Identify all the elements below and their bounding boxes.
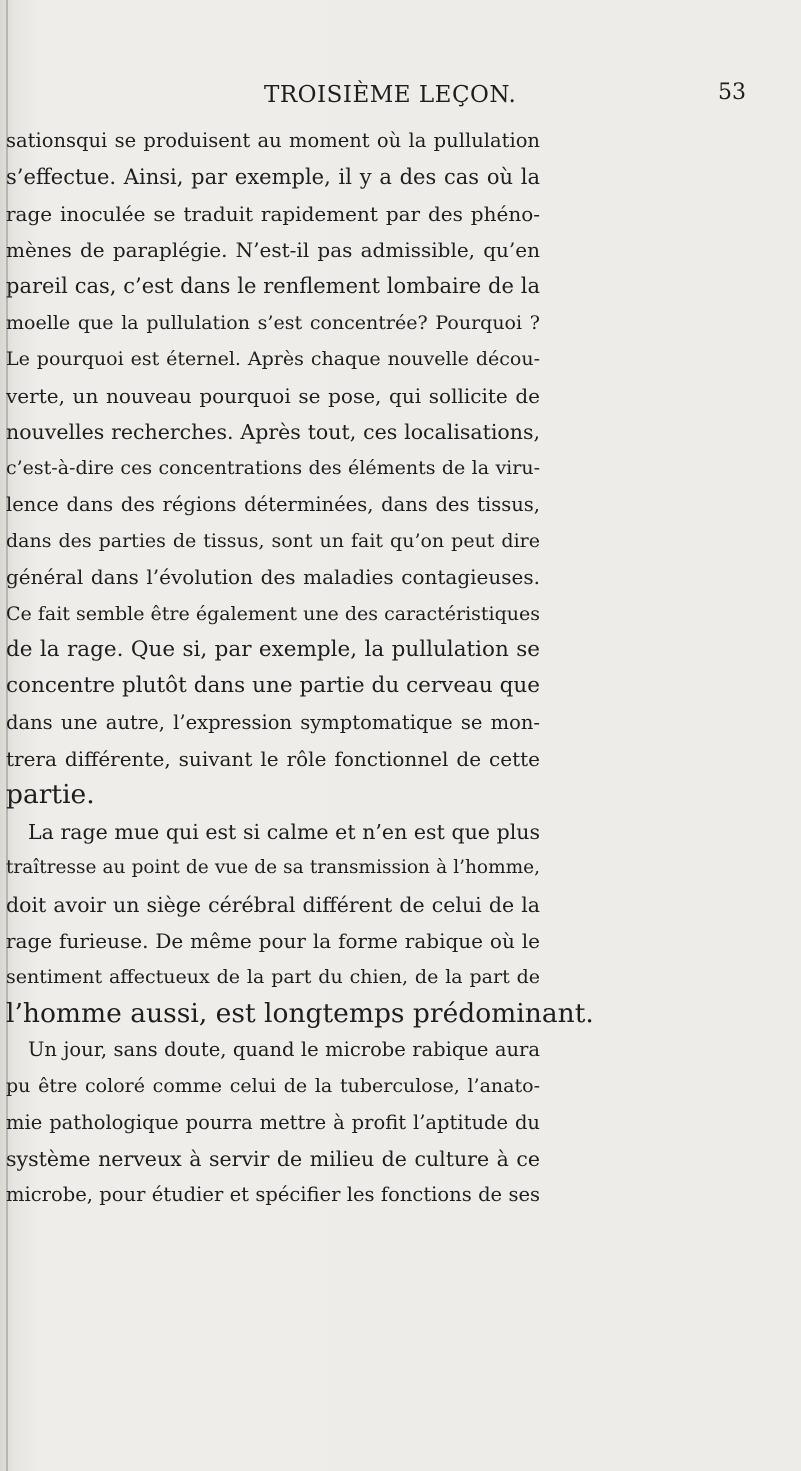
text-line: partie. bbox=[6, 779, 95, 810]
text-line: lence dans des régions déterminées, dans des tissus, bbox=[6, 493, 540, 516]
text-line: Le pourquoi est éternel. Après chaque nouvelle décou- bbox=[6, 348, 540, 370]
text-line: l’homme aussi, est longtemps prédominant. bbox=[6, 998, 594, 1029]
text-line: système nerveux à servir de milieu de culture à ce bbox=[6, 1147, 540, 1171]
text-line: doit avoir un siège cérébral différent de celui de la bbox=[6, 893, 540, 917]
text-line: Un jour, sans doute, quand le microbe rabique aura bbox=[28, 1038, 540, 1061]
text-line: rage furieuse. De même pour la forme rabique où le bbox=[6, 929, 540, 953]
text-line: nouvelles recherches. Après tout, ces localisations, bbox=[6, 420, 540, 444]
text-line: sationsqui se produisent au moment où la pullulation bbox=[6, 129, 540, 152]
text-line: dans une autre, l’expression symptomatique se mon- bbox=[6, 711, 540, 734]
text-line: c’est-à-dire ces concentrations des éléments de la viru- bbox=[6, 457, 540, 479]
text-line: Ce fait semble être également une des caractéristiques bbox=[6, 603, 540, 625]
text-line: trera différente, suivant le rôle fonctionnel de cette bbox=[6, 747, 540, 771]
running-title: TROISIÈME LEÇON. bbox=[264, 82, 517, 108]
text-line: La rage mue qui est si calme et n’en est que plus bbox=[28, 820, 540, 844]
text-line: microbe, pour étudier et spécifier les fonctions de ses bbox=[6, 1183, 540, 1206]
text-line: sentiment affectueux de la part du chien, de la part de bbox=[6, 966, 540, 988]
page-header bbox=[0, 82, 801, 112]
text-line: traîtresse au point de vue de sa transmission à l’homme, bbox=[6, 857, 540, 878]
text-line: pareil cas, c’est dans le renflement lombaire de la bbox=[6, 274, 540, 298]
text-line: mie pathologique pourra mettre à profit l’aptitude du bbox=[6, 1111, 540, 1134]
text-line: moelle que la pullulation s’est concentrée? Pourquoi ? bbox=[6, 312, 540, 334]
text-line: général dans l’évolution des maladies contagieuses. bbox=[6, 565, 540, 589]
text-line: concentre plutôt dans une partie du cerveau que bbox=[6, 673, 540, 698]
text-line: de la rage. Que si, par exemple, la pullulation se bbox=[6, 637, 540, 662]
text-line: rage inoculée se traduit rapidement par des phéno- bbox=[6, 202, 540, 226]
text-line: pu être coloré comme celui de la tuberculose, l’anato- bbox=[6, 1075, 540, 1097]
text-line: mènes de paraplégie. N’est-il pas admissible, qu’en bbox=[6, 238, 540, 262]
text-line: dans des parties de tissus, sont un fait qu’on peut dire bbox=[6, 530, 540, 552]
page-number: 53 bbox=[718, 80, 746, 105]
text-line: s’effectue. Ainsi, par exemple, il y a des cas où la bbox=[6, 165, 540, 189]
text-line: verte, un nouveau pourquoi se pose, qui sollicite de bbox=[6, 384, 540, 408]
